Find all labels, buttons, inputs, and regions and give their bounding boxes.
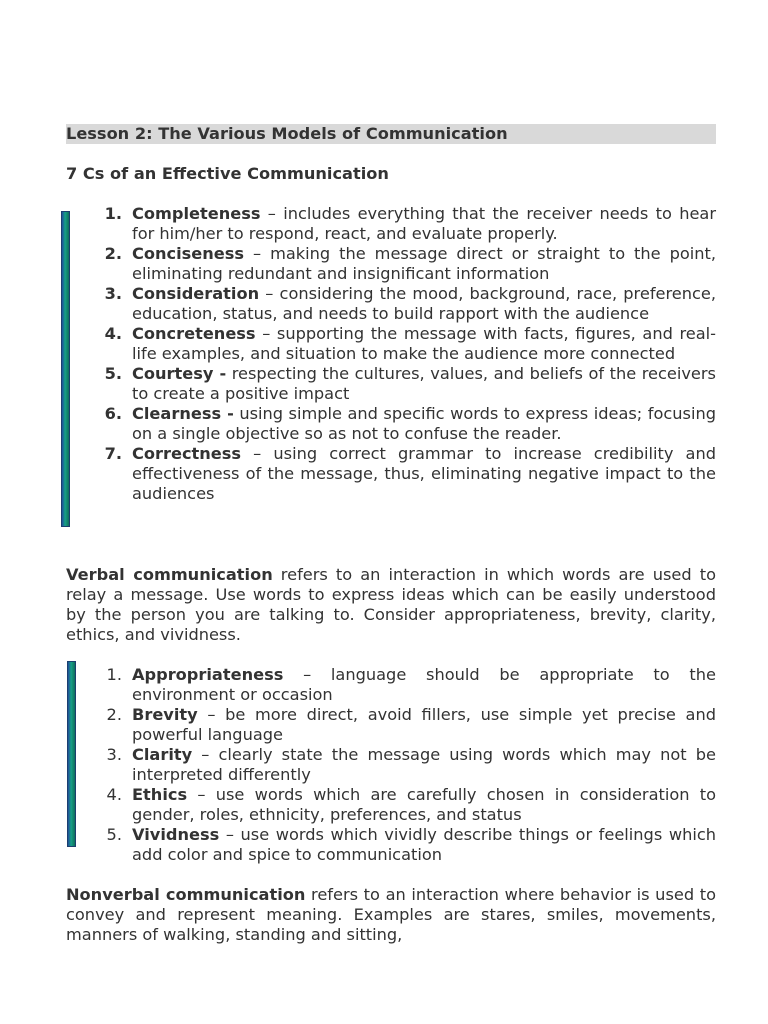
- item-number: 1.: [106, 665, 122, 684]
- item-separator: –: [244, 244, 271, 263]
- item-number: 2.: [104, 244, 122, 263]
- item-term: Consideration: [132, 284, 260, 303]
- item-separator: –: [197, 705, 226, 724]
- item-number: 5.: [104, 364, 122, 383]
- item-separator: –: [259, 284, 280, 303]
- item-term: Vividness: [132, 825, 220, 844]
- list-item: [96, 825, 716, 865]
- list-item: [96, 364, 716, 404]
- item-separator: –: [283, 665, 331, 684]
- item-term: Clarity: [132, 745, 193, 764]
- item-separator: –: [192, 745, 219, 764]
- list-item: [96, 204, 716, 244]
- item-number: 7.: [104, 444, 122, 463]
- list-item: [96, 745, 716, 785]
- item-text: includes everything that the receiver needs to hear for him/her to respond, react, and evaluate properly.: [132, 204, 716, 243]
- paragraph-lead-term: Nonverbal communication: [66, 885, 306, 904]
- item-term: Completeness: [132, 204, 261, 223]
- item-text: be more direct, avoid fillers, use simple yet precise and powerful language: [132, 705, 716, 744]
- item-text: clearly state the message using words which may not be interpreted differently: [132, 745, 716, 784]
- item-number: 2.: [106, 705, 122, 724]
- item-text: use words which are carefully chosen in consideration to gender, roles, ethnicity, preferences, and status: [132, 785, 716, 824]
- list-accent-bar: [61, 211, 70, 527]
- lesson-title: Lesson 2: The Various Models of Communication: [66, 124, 716, 144]
- list-item: [96, 324, 716, 364]
- item-text: making the message direct or straight to the point, eliminating redundant and insignificant information: [132, 244, 717, 283]
- item-term: Concreteness: [132, 324, 256, 343]
- list-item: [96, 705, 716, 745]
- item-term: Clearness -: [132, 404, 234, 423]
- item-separator: –: [255, 324, 277, 343]
- verbal-criteria-list: [96, 665, 716, 865]
- paragraph-lead-term: Verbal communication: [66, 565, 273, 584]
- section-heading: 7 Cs of an Effective Communication: [66, 164, 389, 183]
- item-term: Brevity: [132, 705, 198, 724]
- item-text: respecting the cultures, values, and beliefs of the receivers to create a positive impact: [132, 364, 716, 403]
- seven-cs-list: [96, 204, 716, 504]
- item-term: Appropriateness: [132, 665, 284, 684]
- item-number: 5.: [106, 825, 122, 844]
- item-separator: –: [187, 785, 216, 804]
- item-text: language should be appropriate to the environment or occasion: [132, 665, 716, 704]
- item-text: using correct grammar to increase credibility and effectiveness of the message, thus, eliminating negative impact to the audiences: [132, 444, 716, 503]
- verbal-communication-paragraph: [66, 565, 716, 645]
- list-item: [96, 785, 716, 825]
- item-number: 4.: [106, 785, 122, 804]
- list-accent-bar: [67, 661, 76, 847]
- item-text: considering the mood, background, race, preference, education, status, and needs to build rapport with the audience: [132, 284, 717, 323]
- item-separator: –: [260, 204, 284, 223]
- item-term: Correctness: [132, 444, 242, 463]
- paragraph-text: refers to an interaction in which words are used to relay a message. Use words to express ideas which can be easily understood by the person you are talking to. Consider appropriateness, brevity, clarity, ethics, and vividness.: [66, 565, 716, 644]
- item-term: Conciseness: [132, 244, 245, 263]
- paragraph-text: refers to an interaction where behavior is used to convey and represent meaning. Examples are stares, smiles, movements, manners of walking, standing and sitting,: [66, 885, 717, 944]
- item-term: Courtesy -: [132, 364, 227, 383]
- item-number: 6.: [104, 404, 122, 423]
- list-item: [96, 404, 716, 444]
- item-number: 3.: [106, 745, 122, 764]
- item-number: 4.: [104, 324, 122, 343]
- item-number: 1.: [104, 204, 122, 223]
- nonverbal-communication-paragraph: [66, 885, 716, 945]
- list-item: [96, 444, 716, 504]
- item-number: 3.: [104, 284, 122, 303]
- list-item: [96, 284, 716, 324]
- list-item: [96, 665, 716, 705]
- list-item: [96, 244, 716, 284]
- item-separator: –: [219, 825, 241, 844]
- item-separator: –: [241, 444, 274, 463]
- item-term: Ethics: [132, 785, 188, 804]
- item-text: using simple and specific words to express ideas; focusing on a single objective so as not to confuse the reader.: [132, 404, 716, 443]
- item-text: supporting the message with facts, figures, and real-life examples, and situation to make the audience more connected: [132, 324, 717, 363]
- item-text: use words which vividly describe things or feelings which add color and spice to communication: [132, 825, 716, 864]
